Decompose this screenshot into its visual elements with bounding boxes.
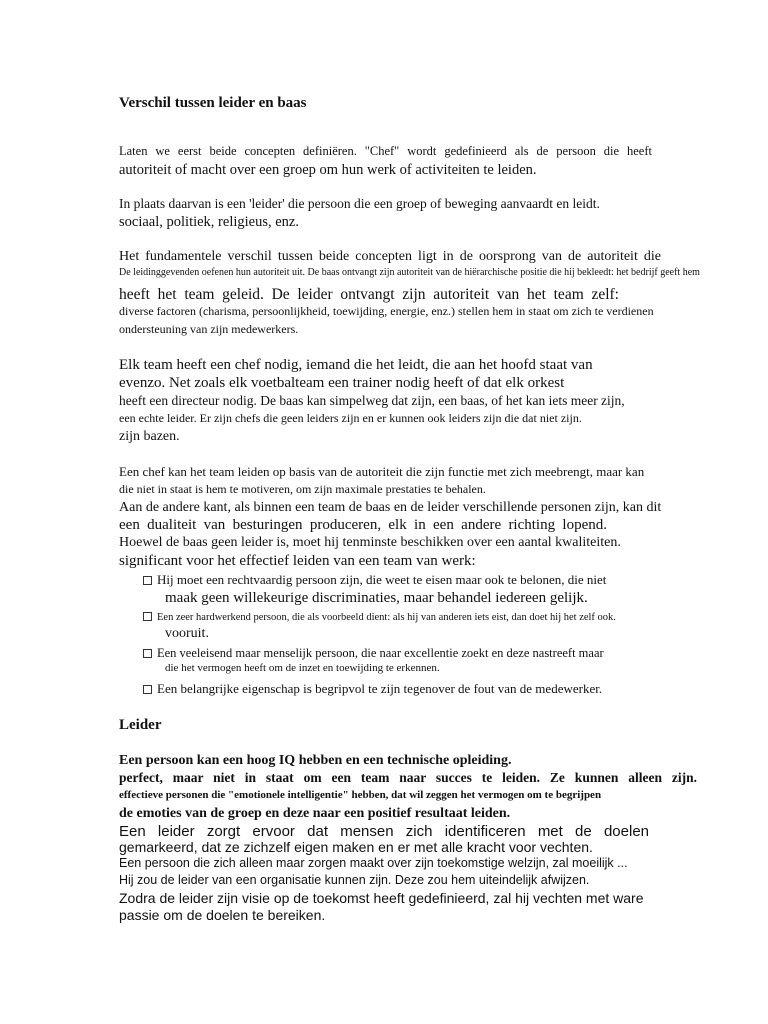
list-item-continuation: maak geen willekeurige discriminaties, maar behandel iedereen gelijk. [165,590,588,606]
text-line: Een persoon die zich alleen maar zorgen maakt over zijn toekomstige welzijn, zal moeilijk ... [119,856,628,870]
list-item-text: Een belangrijke eigenschap is begripvol te zijn tegenover de fout van de medewerker. [157,681,603,696]
checkbox-bullet-icon [143,649,152,658]
text-line: Zodra de leider zijn visie op de toekomst heeft gedefinieerd, zal hij vechten met ware [119,890,644,906]
checkbox-bullet-icon [143,576,152,585]
list-item [143,612,616,624]
list-item-continuation: die het vermogen heeft om de inzet en toewijding te erkennen. [165,662,440,674]
list-item-text: Hij moet een rechtvaardig persoon zijn, die weet te eisen maar ook te belonen, die niet [157,572,607,587]
text-line: diverse factoren (charisma, persoonlijkheid, toewijding, energie, enz.) stellen hem in staat om zich te verdienen [119,304,654,318]
document-title: Verschil tussen leider en baas [119,95,307,111]
text-line: gemarkeerd, dat ze zichzelf eigen maken en er met alle kracht voor vechten. [119,839,593,855]
checkbox-bullet-icon [143,685,152,694]
text-line: Een chef kan het team leiden op basis van de autoriteit die zijn functie met zich meebrengt, maar kan [119,464,645,479]
text-line: Een leider zorgt ervoor dat mensen zich identificeren met de doelen [119,823,649,840]
list-item [143,573,606,586]
text-line: Een persoon kan een hoog IQ hebben en een technische opleiding. [119,753,512,768]
text-line: een dualiteit van besturingen produceren, elk in een andere richting lopend. [119,517,607,533]
list-item-text: Een veeleisend maar menselijk persoon, die naar excellentie zoekt en deze nastreeft maar [157,646,604,660]
text-line: effectieve personen die "emotionele intelligentie" hebben, dat wil zeggen het vermogen om te begrijpen [119,789,602,801]
list-item-continuation: vooruit. [165,626,209,641]
text-line: Laten we eerst beide concepten definiëren. "Chef" wordt gedefinieerd als de persoon die heeft [119,144,652,158]
text-line: perfect, maar niet in staat om een team naar succes te leiden. Ze kunnen alleen zijn. [119,770,697,785]
list-item [143,682,602,695]
text-line: heeft een directeur nodig. De baas kan simpelweg dat zijn, een baas, of het kan iets meer zijn, [119,393,625,408]
checkbox-bullet-icon [143,612,152,621]
text-line: zijn bazen. [119,429,180,444]
text-line: evenzo. Net zoals elk voetbalteam een trainer nodig heeft of dat elk orkest [119,375,565,391]
text-line: autoriteit of macht over een groep om hun werk of activiteiten te leiden. [119,162,537,178]
text-line: Hoewel de baas geen leider is, moet hij tenminste beschikken over een aantal kwaliteiten. [119,535,621,550]
text-line: Het fundamentele verschil tussen beide concepten ligt in de oorsprong van de autoriteit die [119,249,661,264]
list-item-text: Een zeer hardwerkend persoon, die als voorbeeld dient: als hij van anderen iets eist, dan doet hij het zelf ook. [157,612,616,623]
text-line: ondersteuning van zijn medewerkers. [119,322,299,336]
text-line: Hij zou de leider van een organisatie kunnen zijn. Deze zou hem uiteindelijk afwijzen. [119,873,590,887]
text-line: die niet in staat is hem te motiveren, om zijn maximale prestaties te behalen. [119,482,486,496]
text-line: De leidinggevenden oefenen hun autoriteit uit. De baas ontvangt zijn autoriteit van de hiërarchische positie die hij bekleedt: het bedrijf geeft hem [119,267,700,278]
section-heading-leider: Leider [119,717,162,733]
text-line: passie om de doelen te bereiken. [119,907,326,923]
text-line: In plaats daarvan is een 'leider' die persoon die een groep of beweging aanvaardt en leidt. [119,196,600,211]
text-line: Aan de andere kant, als binnen een team de baas en de leider verschillende personen zijn, kan dit [119,500,662,515]
text-line: heeft het team geleid. De leider ontvangt zijn autoriteit van het team zelf: [119,286,619,303]
text-line: sociaal, politiek, religieus, enz. [119,214,299,230]
list-item [143,647,604,660]
text-line: de emoties van de groep en deze naar een positief resultaat leiden. [119,806,511,821]
text-line: een echte leider. Er zijn chefs die geen leiders zijn en er kunnen ook leiders zijn die dat niet zijn. [119,411,582,425]
text-line: Elk team heeft een chef nodig, iemand die het leidt, die aan het hoofd staat van [119,357,593,373]
text-line: significant voor het effectief leiden van een team van werk: [119,553,476,569]
